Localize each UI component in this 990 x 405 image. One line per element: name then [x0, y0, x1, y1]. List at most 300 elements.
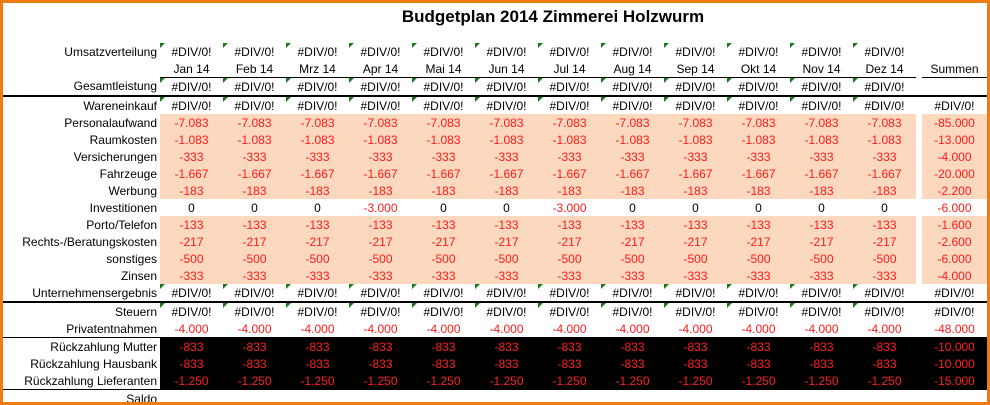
- cell: -333: [223, 148, 286, 165]
- sum-cell: -10.000: [922, 338, 987, 356]
- cell: #DIV/0!: [601, 284, 664, 302]
- row-label: Fahrzeuge: [99, 166, 157, 181]
- cell: -1.083: [538, 131, 601, 148]
- cell: -133: [727, 216, 790, 233]
- cell: #DIV/0!: [853, 302, 916, 320]
- row-rechts-beratungskosten: [3, 233, 987, 250]
- cell: -500: [601, 250, 664, 267]
- cell: -183: [223, 182, 286, 199]
- cell: -333: [286, 267, 349, 284]
- sum-cell: -13.000: [922, 131, 987, 148]
- cell: -500: [727, 250, 790, 267]
- cell: -333: [601, 267, 664, 284]
- cell: -1.250: [286, 372, 349, 390]
- cell: -1.250: [727, 372, 790, 390]
- cell: -4.000: [349, 320, 412, 338]
- cell: -1.250: [223, 372, 286, 390]
- cell: -500: [286, 250, 349, 267]
- row-umsatzverteilung: [3, 43, 987, 60]
- row-label: Privatentnahmen: [3, 320, 160, 338]
- cell: -1.250: [664, 372, 727, 390]
- cell: #DIV/0!: [349, 302, 412, 320]
- cell: -4.000: [286, 320, 349, 338]
- cell: -1.083: [160, 131, 223, 148]
- cell: -1.667: [601, 165, 664, 182]
- row-fahrzeuge: [3, 165, 987, 182]
- row-raumkosten: [3, 131, 987, 148]
- cell: -183: [538, 182, 601, 199]
- cell: -1.250: [853, 372, 916, 390]
- cell: -133: [160, 216, 223, 233]
- cell: -133: [349, 216, 412, 233]
- cell: #DIV/0!: [664, 302, 727, 320]
- cell: -333: [475, 267, 538, 284]
- row-label: Rückzahlung Lieferanten: [3, 372, 160, 390]
- cell: -1.250: [160, 372, 223, 390]
- cell: #DIV/0!: [160, 302, 223, 320]
- row-label: Personalaufwand: [64, 115, 157, 130]
- cell: #DIV/0!: [349, 78, 412, 97]
- sum-cell: #DIV/0!: [934, 304, 975, 319]
- cell: -217: [601, 233, 664, 250]
- row-label: Zinsen: [120, 268, 157, 283]
- cell: #DIV/0!: [601, 78, 664, 97]
- cell: -7.083: [412, 114, 475, 131]
- cell: #DIV/0!: [664, 43, 727, 60]
- cell: -1.667: [160, 165, 223, 182]
- cell: -833: [538, 355, 601, 372]
- cell: -1.250: [790, 372, 853, 390]
- cell: #DIV/0!: [286, 43, 349, 60]
- cell: -1.667: [538, 165, 601, 182]
- cell: -4.000: [664, 320, 727, 338]
- cell: -333: [160, 148, 223, 165]
- cell: #DIV/0!: [853, 78, 916, 97]
- cell: -133: [601, 216, 664, 233]
- cell: -183: [601, 182, 664, 199]
- cell: -833: [601, 338, 664, 356]
- cell: -1.083: [412, 131, 475, 148]
- month-header: Dez 14: [853, 60, 916, 78]
- cell: -333: [664, 267, 727, 284]
- cell: -7.083: [664, 114, 727, 131]
- cell: -217: [853, 233, 916, 250]
- cell: [922, 43, 987, 60]
- cell: [538, 390, 601, 405]
- cell: -4.000: [790, 320, 853, 338]
- row-versicherungen: [3, 148, 987, 165]
- month-header: Aug 14: [601, 60, 664, 78]
- sum-cell: -6.000: [922, 250, 987, 267]
- cell: -1.083: [790, 131, 853, 148]
- cell: -183: [412, 182, 475, 199]
- sum-cell: [922, 78, 987, 97]
- cell: 0: [251, 200, 258, 215]
- row-wareneinkauf: [3, 96, 987, 114]
- cell: -4.000: [538, 320, 601, 338]
- cell: -333: [349, 267, 412, 284]
- cell: -217: [727, 233, 790, 250]
- cell: -333: [412, 267, 475, 284]
- row-sonstiges: [3, 250, 987, 267]
- cell: -1.667: [223, 165, 286, 182]
- sum-cell: -2.200: [922, 182, 987, 199]
- cell: -1.083: [223, 131, 286, 148]
- sum-cell: -10.000: [922, 355, 987, 372]
- cell: #DIV/0!: [538, 78, 601, 97]
- cell: #DIV/0!: [538, 96, 601, 114]
- cell: 0: [314, 200, 321, 215]
- row-label: Unternehmensergebnis: [3, 284, 160, 302]
- cell: -833: [853, 338, 916, 356]
- cell: [475, 390, 538, 405]
- cell: -1.083: [286, 131, 349, 148]
- cell: -500: [790, 250, 853, 267]
- cell: -833: [790, 338, 853, 356]
- summen-header: Summen: [922, 60, 987, 78]
- sum-cell: -4.000: [922, 148, 987, 165]
- cell: -183: [160, 182, 223, 199]
- cell: #DIV/0!: [538, 302, 601, 320]
- cell: #DIV/0!: [853, 284, 916, 302]
- cell: -4.000: [601, 320, 664, 338]
- cell: -333: [853, 267, 916, 284]
- row-label: Rückzahlung Mutter: [3, 338, 160, 356]
- cell: -1.083: [727, 131, 790, 148]
- sum-cell: -85.000: [922, 114, 987, 131]
- cell: [349, 390, 412, 405]
- cell: -500: [223, 250, 286, 267]
- cell: -833: [601, 355, 664, 372]
- sum-cell: -1.600: [922, 216, 987, 233]
- cell: -133: [538, 216, 601, 233]
- cell: -7.083: [349, 114, 412, 131]
- cell: #DIV/0!: [601, 96, 664, 114]
- cell: -7.083: [223, 114, 286, 131]
- row-label: Steuern: [114, 304, 157, 319]
- cell: -217: [475, 233, 538, 250]
- cell: -1.083: [664, 131, 727, 148]
- cell: -217: [160, 233, 223, 250]
- cell: 0: [755, 200, 762, 215]
- cell: -133: [286, 216, 349, 233]
- row-porto-telefon: [3, 216, 987, 233]
- cell: -4.000: [412, 320, 475, 338]
- row-label: Wareneinkauf: [83, 98, 157, 113]
- cell: -500: [853, 250, 916, 267]
- cell: #DIV/0!: [853, 43, 916, 60]
- sum-cell: -2.600: [922, 233, 987, 250]
- cell: -1.667: [853, 165, 916, 182]
- cell: -1.250: [475, 372, 538, 390]
- cell: #DIV/0!: [412, 302, 475, 320]
- cell: -183: [286, 182, 349, 199]
- cell: #DIV/0!: [223, 78, 286, 97]
- cell: -833: [349, 338, 412, 356]
- cell: -833: [160, 355, 223, 372]
- cell: #DIV/0!: [475, 302, 538, 320]
- cell: -1.250: [349, 372, 412, 390]
- sum-cell: -15.000: [922, 372, 987, 390]
- cell: -833: [223, 355, 286, 372]
- cell: -333: [790, 148, 853, 165]
- cell: -833: [475, 338, 538, 356]
- cell: -1.667: [286, 165, 349, 182]
- cell: [412, 390, 475, 405]
- row-werbung: [3, 182, 987, 199]
- cell: -4.000: [727, 320, 790, 338]
- cell: [664, 390, 727, 405]
- month-header: Feb 14: [223, 60, 286, 78]
- row-label: Porto/Telefon: [86, 217, 157, 232]
- cell: [790, 390, 853, 405]
- sum-cell: -6.000: [937, 200, 972, 215]
- sum-cell: #DIV/0!: [934, 98, 975, 113]
- cell: -3.000: [552, 200, 587, 215]
- cell: -1.250: [538, 372, 601, 390]
- cell: -833: [160, 338, 223, 356]
- month-header: Sep 14: [664, 60, 727, 78]
- cell: -133: [475, 216, 538, 233]
- cell: #DIV/0!: [601, 302, 664, 320]
- cell: -500: [349, 250, 412, 267]
- cell: #DIV/0!: [286, 302, 349, 320]
- cell: -7.083: [727, 114, 790, 131]
- cell: #DIV/0!: [160, 43, 223, 60]
- cell: -833: [475, 355, 538, 372]
- sum-cell: -4.000: [922, 267, 987, 284]
- cell: -183: [349, 182, 412, 199]
- cell: #DIV/0!: [475, 78, 538, 97]
- cell: -833: [727, 355, 790, 372]
- cell: #DIV/0!: [412, 43, 475, 60]
- row-privatentnahmen: [3, 320, 987, 338]
- cell: -133: [664, 216, 727, 233]
- cell: -333: [223, 267, 286, 284]
- cell: #DIV/0!: [475, 284, 538, 302]
- cell: -833: [727, 338, 790, 356]
- row-label: Werbung: [108, 183, 157, 198]
- cell: #DIV/0!: [727, 284, 790, 302]
- cell: -7.083: [286, 114, 349, 131]
- row-label: Rückzahlung Hausbank: [3, 355, 160, 372]
- cell: 0: [440, 200, 447, 215]
- sum-cell: #DIV/0!: [922, 284, 987, 302]
- row-r-ckzahlung-mutter: [3, 338, 987, 356]
- cell: -333: [727, 148, 790, 165]
- cell: -1.083: [601, 131, 664, 148]
- cell: #DIV/0!: [727, 78, 790, 97]
- cell: -500: [538, 250, 601, 267]
- cell: -833: [223, 338, 286, 356]
- month-header: Nov 14: [790, 60, 853, 78]
- cell: -217: [349, 233, 412, 250]
- sum-cell: [922, 390, 987, 405]
- cell: -7.083: [538, 114, 601, 131]
- cell: #DIV/0!: [286, 96, 349, 114]
- cell: -333: [412, 148, 475, 165]
- cell: 0: [881, 200, 888, 215]
- cell: -333: [853, 148, 916, 165]
- cell: -333: [160, 267, 223, 284]
- row-zinsen: [3, 267, 987, 284]
- cell: #DIV/0!: [160, 96, 223, 114]
- cell: -333: [349, 148, 412, 165]
- row-r-ckzahlung-hausbank: [3, 355, 987, 372]
- cell: #DIV/0!: [790, 284, 853, 302]
- cell: -500: [475, 250, 538, 267]
- cell: -183: [664, 182, 727, 199]
- cell: #DIV/0!: [286, 284, 349, 302]
- row-label: sonstiges: [106, 251, 157, 266]
- cell: [601, 390, 664, 405]
- cell: -833: [286, 338, 349, 356]
- row-label: [3, 60, 160, 78]
- row-gesamtleistung: [3, 78, 987, 97]
- cell: -833: [664, 338, 727, 356]
- row-label: Umsatzverteilung: [64, 44, 157, 59]
- cell: -500: [412, 250, 475, 267]
- cell: -7.083: [160, 114, 223, 131]
- cell: 0: [629, 200, 636, 215]
- row-unternehmensergebnis: [3, 284, 987, 302]
- cell: -1.667: [412, 165, 475, 182]
- cell: #DIV/0!: [790, 78, 853, 97]
- cell: #DIV/0!: [790, 43, 853, 60]
- cell: #DIV/0!: [664, 284, 727, 302]
- cell: -1.667: [727, 165, 790, 182]
- cell: -333: [475, 148, 538, 165]
- cell: #DIV/0!: [286, 78, 349, 97]
- cell: #DIV/0!: [727, 43, 790, 60]
- cell: -333: [286, 148, 349, 165]
- cell: -4.000: [223, 320, 286, 338]
- month-header: Apr 14: [349, 60, 412, 78]
- cell: #DIV/0!: [538, 43, 601, 60]
- cell: -833: [664, 355, 727, 372]
- cell: -4.000: [160, 320, 223, 338]
- cell: -133: [223, 216, 286, 233]
- cell: 0: [818, 200, 825, 215]
- cell: [160, 390, 223, 405]
- cell: #DIV/0!: [664, 78, 727, 97]
- cell: -133: [853, 216, 916, 233]
- cell: #DIV/0!: [475, 96, 538, 114]
- cell: #DIV/0!: [727, 302, 790, 320]
- row-label: Versicherungen: [73, 149, 157, 164]
- cell: #DIV/0!: [412, 284, 475, 302]
- cell: #DIV/0!: [349, 43, 412, 60]
- cell: 0: [503, 200, 510, 215]
- cell: [727, 390, 790, 405]
- cell: -333: [727, 267, 790, 284]
- cell: #DIV/0!: [853, 96, 916, 114]
- month-header: Jan 14: [160, 60, 223, 78]
- cell: #DIV/0!: [664, 96, 727, 114]
- sheet-title: Budgetplan 2014 Zimmerei Holzwurm: [401, 7, 705, 26]
- cell: -217: [538, 233, 601, 250]
- cell: -833: [349, 355, 412, 372]
- cell: -1.083: [853, 131, 916, 148]
- cell: -1.667: [790, 165, 853, 182]
- row-label: Investitionen: [89, 200, 157, 215]
- cell: -217: [664, 233, 727, 250]
- budget-table: [3, 43, 987, 405]
- cell: -4.000: [853, 320, 916, 338]
- cell: -333: [664, 148, 727, 165]
- cell: -7.083: [853, 114, 916, 131]
- cell: -7.083: [475, 114, 538, 131]
- cell: -333: [601, 148, 664, 165]
- cell: -833: [853, 355, 916, 372]
- cell: #DIV/0!: [475, 43, 538, 60]
- cell: #DIV/0!: [223, 43, 286, 60]
- month-header: Mai 14: [412, 60, 475, 78]
- cell: #DIV/0!: [727, 96, 790, 114]
- cell: #DIV/0!: [160, 78, 223, 97]
- row-r-ckzahlung-lieferanten: [3, 372, 987, 390]
- cell: -333: [790, 267, 853, 284]
- cell: -833: [412, 355, 475, 372]
- cell: -500: [664, 250, 727, 267]
- cell: [853, 390, 916, 405]
- month-header: Jun 14: [475, 60, 538, 78]
- cell: #DIV/0!: [223, 96, 286, 114]
- cell: -833: [412, 338, 475, 356]
- cell: -333: [538, 267, 601, 284]
- cell: 0: [692, 200, 699, 215]
- cell: #DIV/0!: [412, 96, 475, 114]
- month-header: Mrz 14: [286, 60, 349, 78]
- row-label: Saldo: [3, 390, 160, 405]
- cell: -4.000: [475, 320, 538, 338]
- cell: -217: [286, 233, 349, 250]
- cell: -1.083: [475, 131, 538, 148]
- cell: -833: [790, 355, 853, 372]
- cell: -1.083: [349, 131, 412, 148]
- cell: -1.250: [412, 372, 475, 390]
- cell: -183: [853, 182, 916, 199]
- cell: -333: [538, 148, 601, 165]
- cell: -1.250: [601, 372, 664, 390]
- row-personalaufwand: [3, 114, 987, 131]
- cell: 0: [188, 200, 195, 215]
- cell: -183: [475, 182, 538, 199]
- cell: #DIV/0!: [790, 302, 853, 320]
- cell: #DIV/0!: [223, 284, 286, 302]
- cell: #DIV/0!: [538, 284, 601, 302]
- cell: #DIV/0!: [790, 96, 853, 114]
- cell: #DIV/0!: [160, 284, 223, 302]
- cell: #DIV/0!: [223, 302, 286, 320]
- cell: [286, 390, 349, 405]
- month-header: Okt 14: [727, 60, 790, 78]
- cell: -217: [223, 233, 286, 250]
- cell: -3.000: [363, 200, 398, 215]
- cell: -1.667: [349, 165, 412, 182]
- row-steuern: [3, 302, 987, 320]
- cell: -833: [538, 338, 601, 356]
- cell: -500: [160, 250, 223, 267]
- row-label: Raumkosten: [89, 132, 157, 147]
- row-investitionen: [3, 199, 987, 216]
- header-row: [3, 60, 987, 78]
- cell: [223, 390, 286, 405]
- cell: -217: [790, 233, 853, 250]
- cell: #DIV/0!: [412, 78, 475, 97]
- cell: -7.083: [601, 114, 664, 131]
- row-label: Gesamtleistung: [3, 78, 160, 97]
